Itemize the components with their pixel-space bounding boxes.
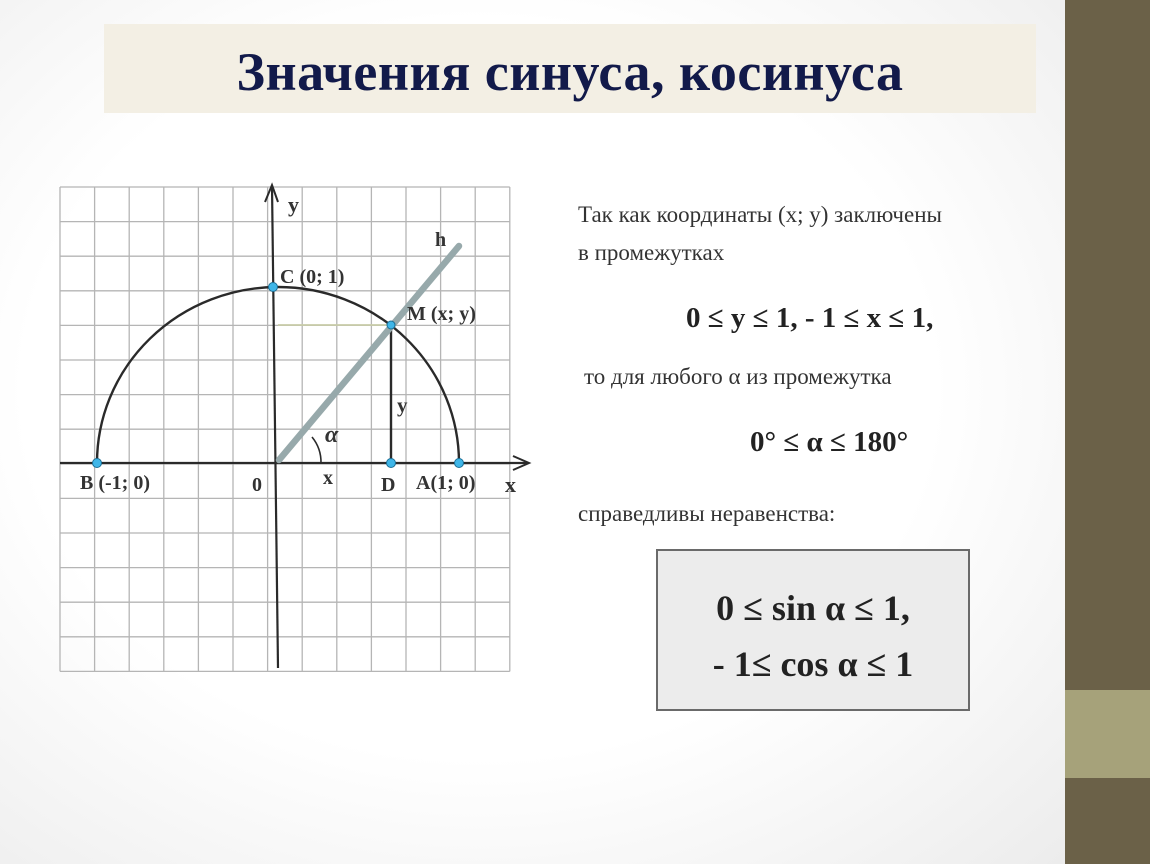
point-d-label: D [381,474,396,496]
point-a-marker [455,459,464,468]
point-b-marker [93,459,102,468]
point-d-marker [387,459,396,468]
y-axis [272,186,278,668]
explanation-line-1: Так как координаты (x; y) заключены [578,202,942,227]
point-m-label: M (x; y) [407,303,476,325]
explanation-line-3: то для любого α из промежутка [584,364,892,389]
point-a-label: A(1; 0) [416,472,476,494]
angle-arc [312,437,321,463]
explanation-line-4: справедливы неравенства: [578,501,836,526]
x-axis-label: x [505,472,516,497]
result-box [656,549,970,711]
origin-label: 0 [252,474,262,496]
result-sin: 0 ≤ sin α ≤ 1, [716,588,910,628]
point-c-marker [269,283,278,292]
title-box [104,24,1036,113]
y-axis-label: y [288,192,299,217]
unit-circle-diagram [55,180,535,680]
segment-x-label: x [323,467,333,489]
point-c-label: C (0; 1) [280,266,345,288]
page-title: Значения синуса, косинуса [236,42,904,102]
angle-label: α [325,422,339,448]
inequality-alpha: 0° ≤ α ≤ 180° [750,426,909,458]
grid [60,187,510,671]
point-b-label: B (-1; 0) [80,472,150,494]
inequality-xy: 0 ≤ y ≤ 1, - 1 ≤ x ≤ 1, [686,302,934,334]
point-m-marker [387,321,395,329]
segment-y-label: y [397,393,408,417]
side-bar-accent [1065,690,1150,778]
result-cos: - 1≤ cos α ≤ 1 [712,644,914,684]
ray-label: h [435,229,447,251]
explanation-line-2: в промежутках [578,240,725,265]
